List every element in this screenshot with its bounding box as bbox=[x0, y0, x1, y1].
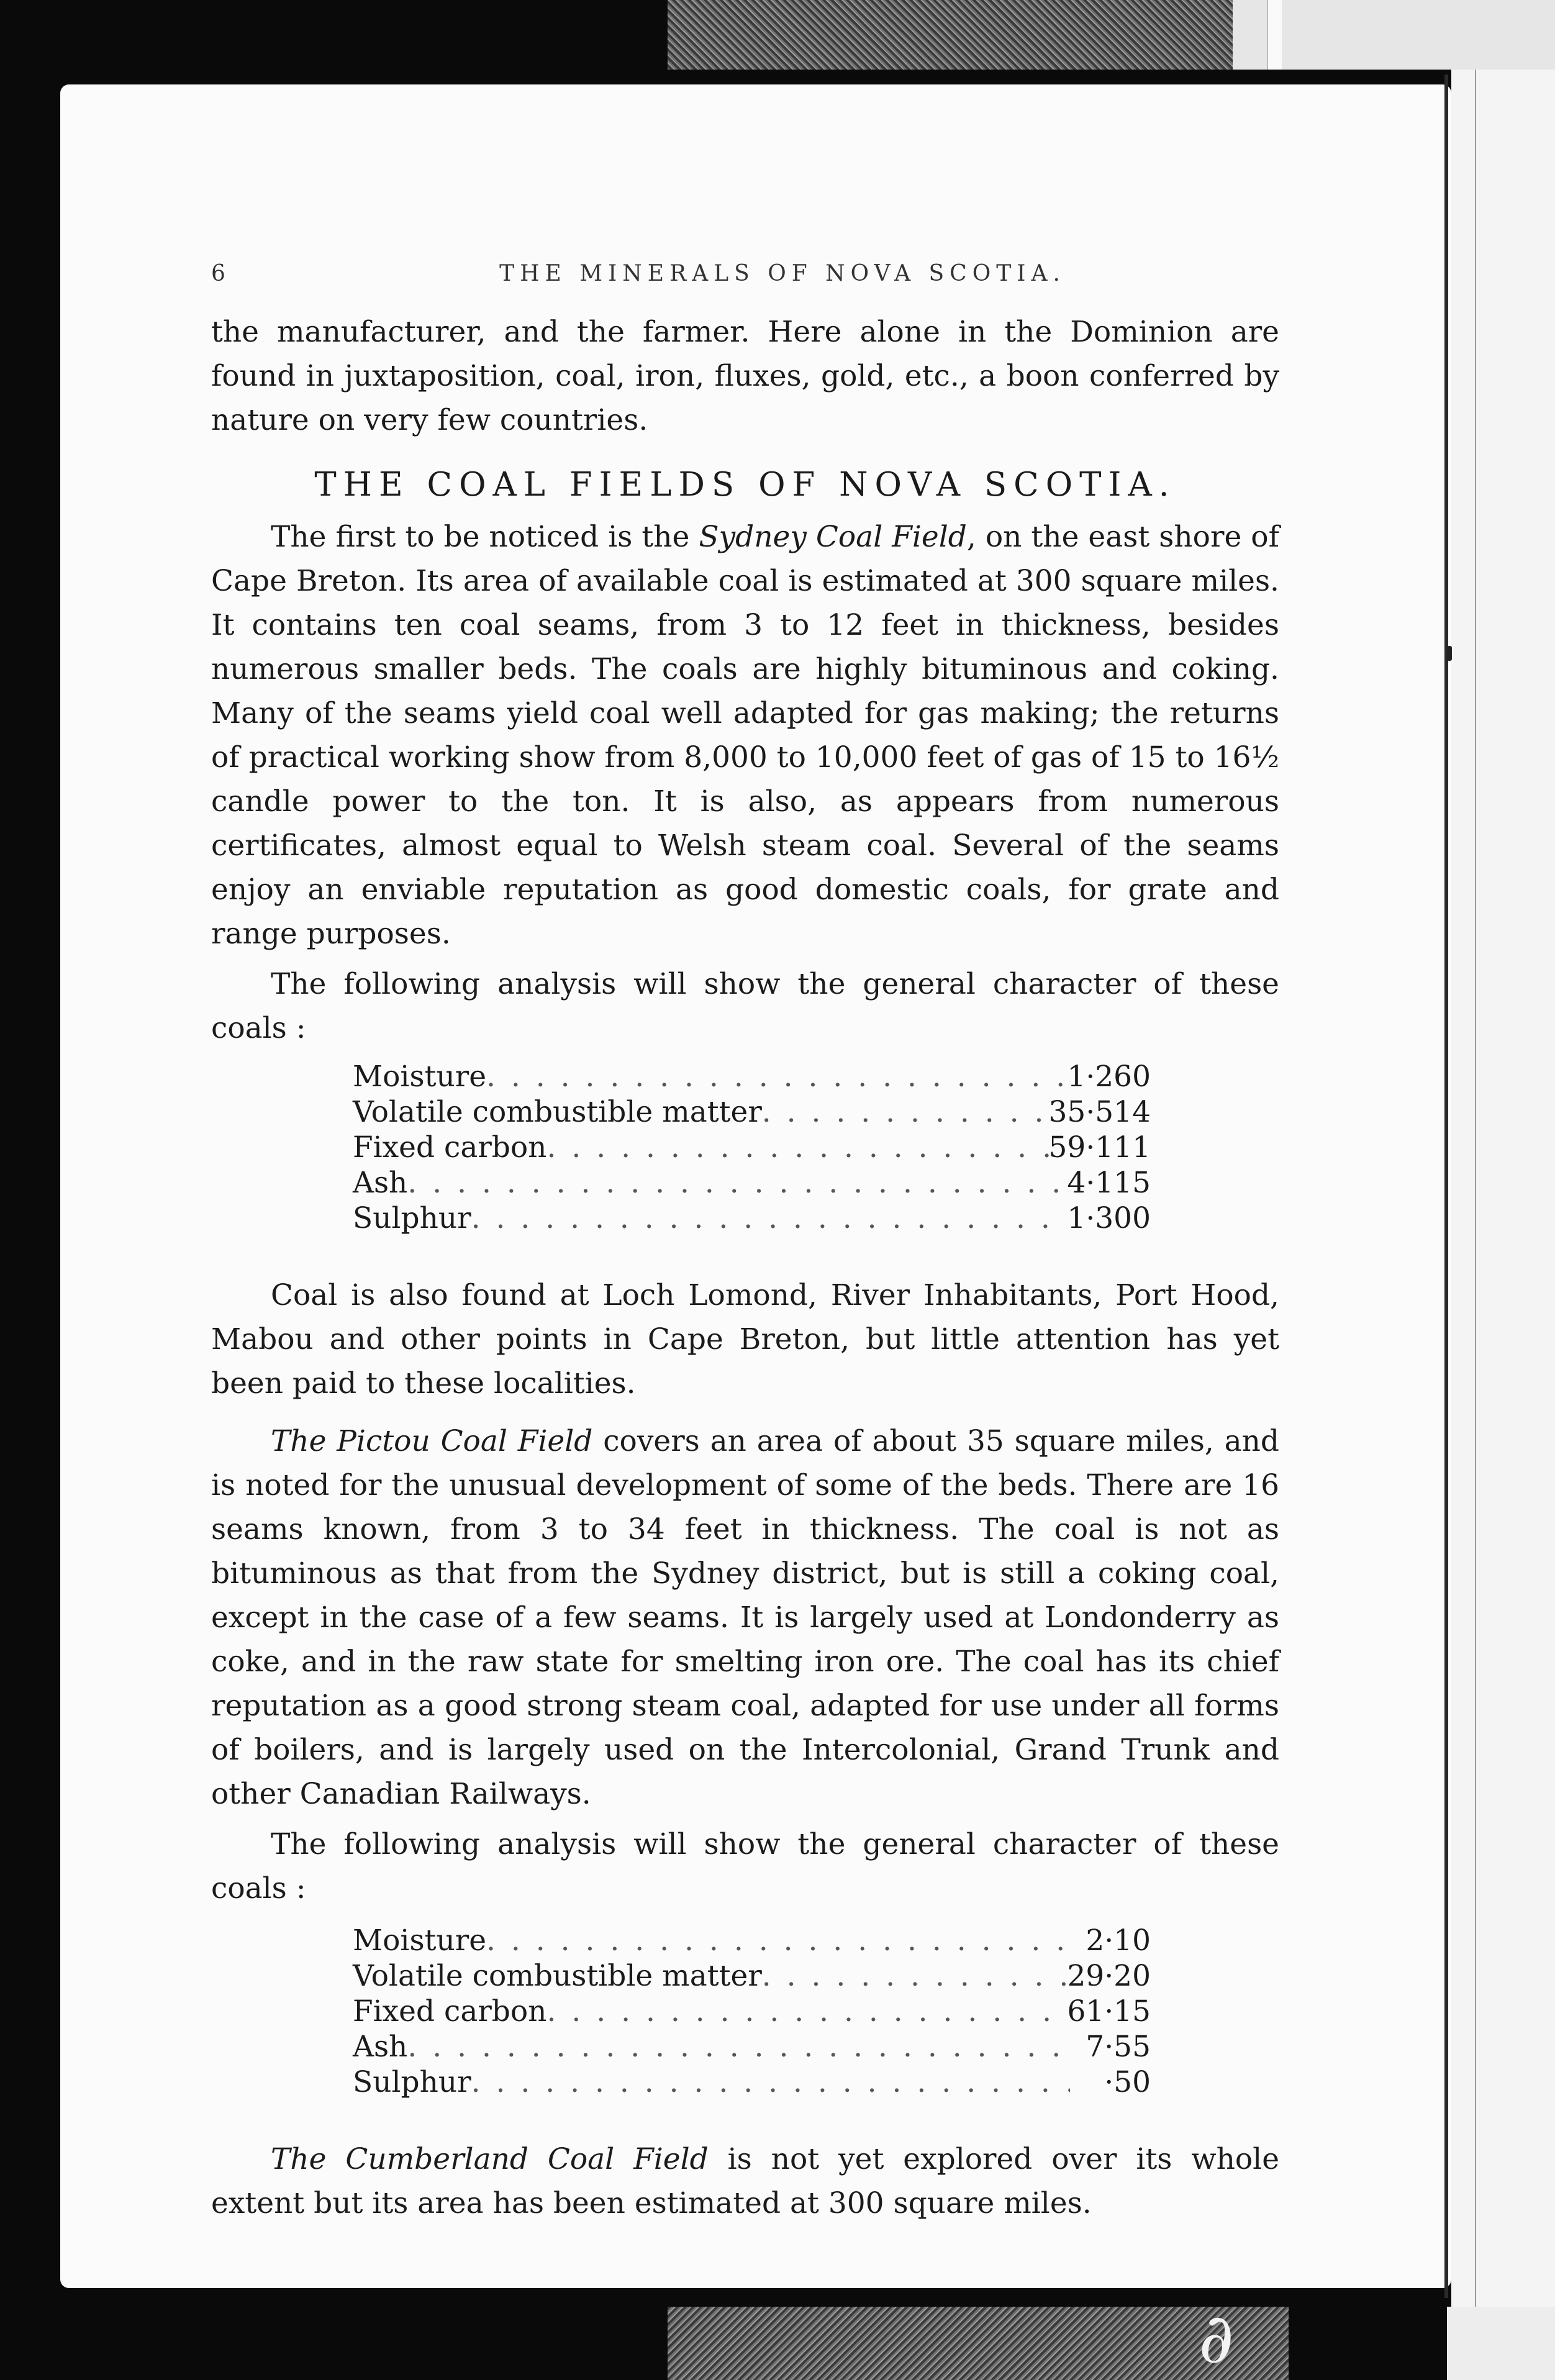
analysis-row: Ash . . . 4·115 bbox=[353, 1165, 1151, 1201]
sydney-paragraph: The first to be noticed is the Sydney Coal Field, on the east shore of Cape Breton. Its area of available coal is estimated at 300 square miles. It contains ten coal seams, from 3 to 12 feet in thickness, besides numerous smaller beds. The coals are highly bituminous and coking. Many of the seams yield coal well adapted for gas making; the returns of practical working show from 8,000 to 10,000 feet of gas of 15 to 16½ candle power to the ton. It is also, as appears from numerous certificates, almost equal to Welsh steam coal. Several of the seams enjoy an enviable reputation as good domestic coals, for grate and range purposes. bbox=[211, 520, 1279, 951]
page-number: 6 bbox=[211, 261, 225, 286]
analysis-row: Fixed carbon . . . 61·15 bbox=[353, 1994, 1151, 2029]
analysis-row: Sulphur . . . ·50 bbox=[353, 2064, 1151, 2100]
facing-page-edge bbox=[1451, 70, 1555, 2307]
pictou-coal-field-name: The Pictou Coal Field bbox=[271, 1424, 593, 1458]
analysis-row: Sulphur . . . 1·300 bbox=[353, 1201, 1151, 1236]
other-localities-paragraph: Coal is also found at Loch Lomond, River Inhabitants, Port Hood, Mabou and other points in Cape Breton, but little attention has yet been paid to these localities. bbox=[211, 1278, 1279, 1401]
scan-top-edge bbox=[668, 0, 1233, 70]
intro-paragraph: the manufacturer, and the farmer. Here alone in the Dominion are found in juxtaposition, coal, iron, fluxes, gold, etc., a boon conferred by nature on very few countries. bbox=[211, 315, 1279, 437]
sydney-analysis-table bbox=[353, 1059, 1151, 1236]
analysis-row: Volatile combustible matter . . . 29·20 bbox=[353, 1958, 1151, 1994]
analysis-row: Volatile combustible matter . . . 35·514 bbox=[353, 1094, 1151, 1130]
analysis-row: Moisture . . . 1·260 bbox=[353, 1059, 1151, 1094]
running-header bbox=[211, 261, 1279, 286]
binding-line bbox=[1475, 70, 1476, 2307]
pictou-analysis-table bbox=[353, 1923, 1151, 2100]
page-content bbox=[211, 261, 1279, 2225]
running-title: THE MINERALS OF NOVA SCOTIA. bbox=[499, 261, 1066, 286]
pictou-paragraph: The Pictou Coal Field covers an area of about 35 square miles, and is noted for the unusual development of some of the beds. There are 16 seams known, from 3 to 34 feet in thickness. The coal is not as bituminous as that from the Sydney district, but is still a coking coal, except in the case of a few seams. It is largely used at Londonderry as coke, and in the raw state for smelting iron ore. The coal has its chief reputation as a good strong steam coal, adapted for use under all forms of boilers, and is largely used on the Intercolonial, Grand Trunk and other Canadian Railways. bbox=[211, 1424, 1279, 1811]
pictou-analysis-intro: The following analysis will show the general character of these coals : bbox=[211, 1827, 1279, 1905]
page-corner-mark-icon: ∂ bbox=[1199, 2299, 1234, 2378]
analysis-row: Moisture . . . 2·10 bbox=[353, 1923, 1151, 1958]
section-heading: THE COAL FIELDS OF NOVA SCOTIA. bbox=[314, 466, 1176, 504]
scan-bottom-edge-right bbox=[1447, 2307, 1555, 2380]
scan-top-edge-fold bbox=[1267, 0, 1282, 70]
binding-mark bbox=[1447, 646, 1452, 661]
scan-bottom-edge bbox=[668, 2307, 1289, 2380]
sydney-coal-field-name: Sydney Coal Field bbox=[699, 520, 967, 554]
analysis-row: Ash . . . 7·55 bbox=[353, 2029, 1151, 2064]
cumberland-paragraph: The Cumberland Coal Field is not yet explored over its whole extent but its area has been estimated at 300 square miles. bbox=[211, 2142, 1280, 2220]
cumberland-coal-field-name: The Cumberland Coal Field bbox=[271, 2142, 709, 2176]
sydney-analysis-intro: The following analysis will show the general character of these coals : bbox=[211, 967, 1279, 1045]
analysis-row: Fixed carbon . . . 59·111 bbox=[353, 1130, 1151, 1165]
page-fold-line bbox=[1444, 75, 1448, 2298]
